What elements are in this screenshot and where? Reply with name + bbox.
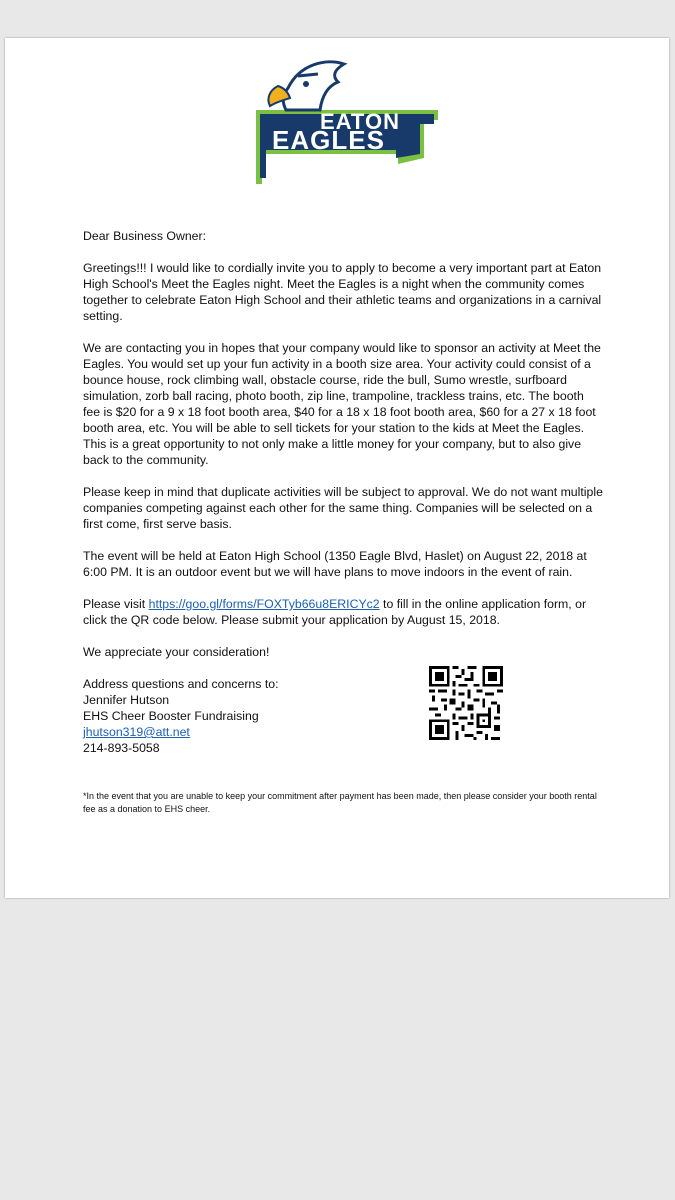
closing: We appreciate your consideration! [83, 645, 270, 659]
paragraph-event: The event will be held at Eaton High School (1350 Eagle Blvd, Haslet) on August 22, 2018 at 6:00 PM. It is an outdoor event but we will have plans to move indoors in the event of rain. [83, 549, 587, 579]
letter-page [5, 38, 669, 898]
logo-bottom-text: EAGLES [272, 125, 385, 155]
eagle-eye [303, 81, 309, 87]
footnote: *In the event that you are unable to keep your commitment after payment has been made, then please consider your booth rental fee as a donation to EHS cheer. [83, 791, 597, 814]
contact-org: EHS Cheer Booster Fundraising [83, 709, 259, 723]
contact-phone: 214-893-5058 [83, 741, 160, 755]
eagle-head [283, 62, 344, 110]
paragraph-sponsor: We are contacting you in hopes that your company would like to sponsor an activity at Meet the Eagles. You would set up your fun activity in a booth size area. Your activity could consist of a bounce house, rock climbing wall, obstacle course, ride the bull, Sumo wrestle, surfboard simulation, zorb ball racing, photo booth, zip line, trampoline, trackless trains, etc. The booth fee is $20 for a 9 x 18 foot booth area, $40 for a 18 x 18 foot booth area, $60 for a 27 x 18 foot booth area, etc. You will be able to sell tickets for your station to the kids at Meet the Eagles. This is a great opportunity to not only make a little money for your company, but to also give back to the community. [83, 341, 601, 467]
paragraph-duplicates: Please keep in mind that duplicate activities will be subject to approval. We do not want multiple companies competing against each other for the same thing. Companies will be selected on a first come, first serve basis. [83, 485, 603, 531]
eaton-eagles-logo [248, 58, 444, 184]
logo-top-text: EATON [320, 109, 400, 134]
contact-name: Jennifer Hutson [83, 693, 170, 707]
paragraph-apply: Please visit https://goo.gl/forms/FOXTyb66u8ERICYc2 to fill in the online application form, or click the QR code below. Please submit your application by August 15, 2018. [83, 597, 587, 627]
contact-intro: Address questions and concerns to: [83, 677, 279, 691]
letter-body [83, 228, 603, 756]
qr-code[interactable] [429, 666, 503, 740]
paragraph-intro: Greetings!!! I would like to cordially invite you to apply to become a very important part at Eaton High School's Meet the Eagles night. Meet the Eagles is a night when the community comes together to celebrate Eaton High School and their athletic teams and organizations in a carnival setting. [83, 261, 602, 323]
contact-block [83, 676, 603, 756]
contact-email-link[interactable]: jhutson319@att.net [83, 725, 190, 739]
application-form-link[interactable]: https://goo.gl/forms/FOXTyb66u8ERICYc2 [148, 597, 380, 611]
salutation: Dear Business Owner: [83, 229, 207, 243]
